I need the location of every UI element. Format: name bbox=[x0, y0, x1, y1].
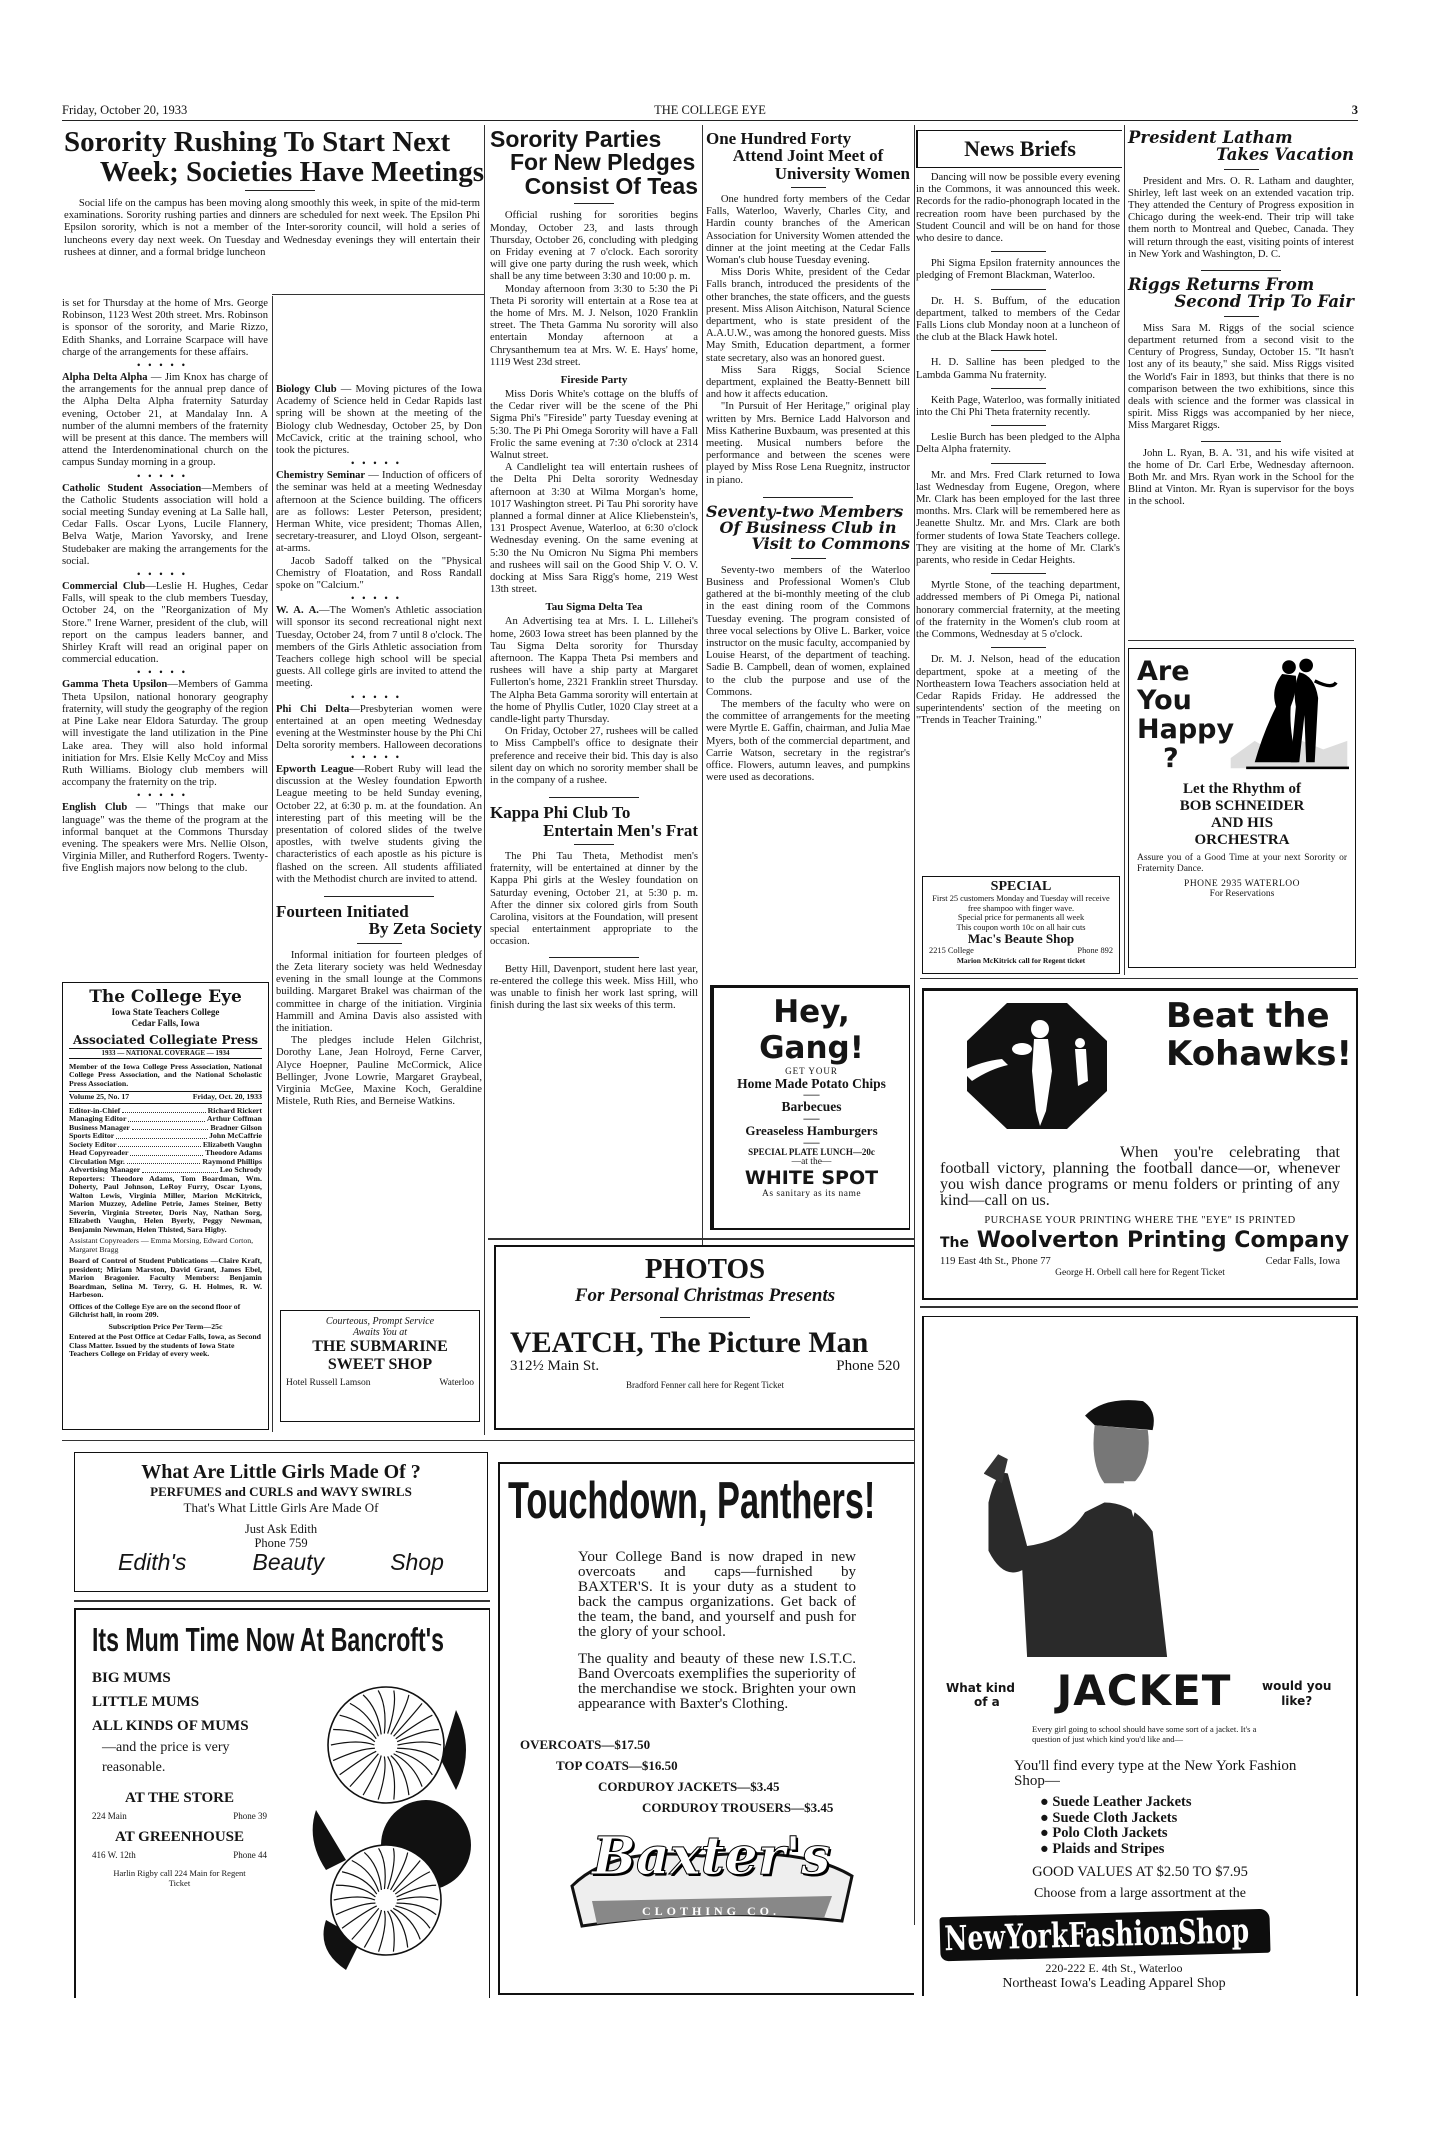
item-lead: Catholic Student Association bbox=[62, 482, 202, 494]
ad-item: BIG MUMS bbox=[92, 1670, 171, 1686]
ad-text: Every girl going to school should have some sort of a jacket. It's a question of just which kind you'd like and— bbox=[1032, 1724, 1257, 1744]
price-item: CORDUROY TROUSERS—$3.45 bbox=[642, 1800, 834, 1815]
ad-text: —at the— bbox=[791, 1157, 832, 1167]
assistant-copyreaders: Assistant Copyreaders — Emma Morsing, Edward Corton, Margaret Bragg bbox=[69, 1236, 254, 1254]
bancrofts-ad bbox=[74, 1608, 490, 1998]
ad-name: VEATCH, The Picture Man bbox=[510, 1326, 869, 1359]
jacket-type: Plaids and Stripes bbox=[1052, 1840, 1165, 1857]
staff-name: Raymond Phillips bbox=[202, 1156, 262, 1166]
ad-name: THE SUBMARINE bbox=[312, 1338, 448, 1355]
ad-headline-line: Kohawks! bbox=[1166, 1034, 1353, 1074]
ad-headline: Hey, Gang! bbox=[759, 994, 864, 1066]
kappa-headline bbox=[490, 804, 698, 839]
paragraph: The members of the faculty who were on the committee of arrangements for the meeting were Myrtle E. Gaffin, chairman, and Julia Mae Myers, both of the commercial department, and Carrie Watson, secretary in the registrar's office. Flowers, autumn leaves, and pumpkins were used as decorations. bbox=[706, 699, 910, 784]
item-lead: Commercial Club bbox=[62, 581, 146, 593]
ad-address: 224 Main bbox=[92, 1811, 127, 1821]
masthead-membership: Member of the Iowa College Press Association, National College Press Association, and the National Scholastic Press Association. bbox=[69, 1061, 262, 1088]
headline-line: Takes Vacation bbox=[1216, 144, 1354, 164]
headline-line: Second Trip To Fair bbox=[1174, 291, 1354, 311]
headline-line: Visit to Commons bbox=[751, 534, 910, 554]
news-brief-item: H. D. Salline has been pledged to the Lambda Gamma Nu fraternity. bbox=[916, 357, 1120, 381]
ad-phone: Phone 44 bbox=[233, 1850, 267, 1860]
divider bbox=[991, 289, 1046, 290]
ad-location: AT GREENHOUSE bbox=[114, 1829, 245, 1845]
postal-entry: Entered at the Post Office at Cedar Falls, Iowa, as Second Class Matter. Issued by the students of Iowa State Teachers College on Friday of every week. bbox=[69, 1332, 262, 1358]
staff-role: Editor-in-Chief bbox=[69, 1105, 121, 1115]
paragraph: Seventy-two members of the Waterloo Business and Professional Women's Club gathered at the bi-monthly meeting of the club in the east dining room of the Commons Tuesday evening. The program consisted of three vocal selections by Olive L. Barker, voice instructor on the music faculty, accompanied by Louise Hearst, of the department of teaching. Sadie B. Campbell, dean of women, explained to the club the purpose and use of the Commons. bbox=[706, 564, 910, 698]
ad-ticket-note: Bradford Fenner call here for Regent Ticket bbox=[626, 1380, 784, 1390]
riggs-headline bbox=[1128, 277, 1354, 311]
masthead-city: Cedar Falls, Iowa bbox=[131, 1018, 200, 1028]
ad-headline: PHOTOS bbox=[644, 1253, 766, 1285]
paragraph: President and Mrs. O. R. Latham and daughter, Shirley, left last week on an extended vacation trip. They attended the Century of Progress exposition in Chicago during the week-end. Their trip will take them north to Montreal and Quebec, Canada. They will return through the east, visiting points of interest in New York and Washington, D. C. bbox=[1128, 175, 1354, 260]
price-item: OVERCOATS—$17.50 bbox=[520, 1737, 651, 1752]
ad-name-prefix: The bbox=[940, 1235, 970, 1251]
jacket-list-item: ● Suede Leather Jackets bbox=[1040, 1794, 1192, 1810]
staff-role: Advertising Manager bbox=[69, 1165, 141, 1174]
ad-phone: PHONE 2935 WATERLOO bbox=[1184, 879, 1300, 889]
item-lead: Gamma Theta Upsilon bbox=[62, 679, 168, 691]
item-lead: Chemistry Seminar bbox=[276, 470, 366, 482]
logo-text: Baxter's bbox=[592, 1826, 831, 1887]
ad-text: Courteous, Prompt Service bbox=[325, 1316, 435, 1327]
item-lead: W. A. A. bbox=[276, 605, 319, 617]
paragraph: John L. Ryan, B. A. '31, and his wife visited at the home of Dr. Carl Erbe, Wednesday afternoon. Both Mr. and Mrs. Ryan work in the School for the Blind at Vinton. Mr. Ryan is supervisor for the boys in the school. bbox=[1128, 447, 1354, 508]
news-briefs-list bbox=[916, 172, 1120, 872]
volume-date: Friday, Oct. 20, 1933 bbox=[192, 1092, 262, 1101]
ad-item: Home Made Potato Chips bbox=[737, 1076, 886, 1091]
macs-beaute-shop-ad bbox=[922, 876, 1120, 974]
ad-phone: Phone 892 bbox=[1077, 946, 1113, 956]
staff-role: Head Copyreader bbox=[69, 1148, 129, 1157]
society-column-2: Biology Club — Moving pictures of the Iowa Academy of Science held in Cedar Rapids last spring will be shown at the meeting of the Biology club Wednesday, October 25, by Don McCavick, critic at the training school, who took the pictures. ••••• Chemistry Seminar — Induction of officers of the seminar was held at a meeting Wednesday afternoon at the Science building. The officers are as follows: Lester Peterson, president; Herman White, vice president; Thomas Allen, secretary-treasurer, and Lloyd Olson, sergeant-at-arms. Jacob Sadoff talked on the "Physical Chemistry of Floatation, and Ross Randall spoke on "Calcium." ••••• W. A. A.—The Women's Athletic association will sponsor its second recreational night next Tuesday, October 24, from 7 until 8 o'clock. The members of the Girls Athletic association from Teachers college high school will be special guests. All college girls are invited to attend the meeting. ••••• Phi Chi Delta—Presbyterian women were entertained at an open meeting Wednesday evening at the Westminster house by the Phi Chi Delta sorority members. Halloween decorations bbox=[276, 298, 482, 751]
offices-note: Offices of the College Eye are on the second floor of Gilchrist hall, in room 209. bbox=[69, 1301, 241, 1319]
headline-line: Of Business Club in bbox=[719, 518, 897, 538]
ad-tagline: As sanitary as its name bbox=[761, 1189, 862, 1199]
staff-role: Business Manager bbox=[69, 1122, 130, 1132]
item-text: —Leslie H. Hughes, Cedar Falls, will speak to the club members Tuesday, October 24, on the "Reorganization of My Store." Irene Warner, president of the club, will report on the campus leaders banner, and Shirley Kraft will read an original paper on commercial education. bbox=[62, 581, 268, 666]
item-chemistry-seminar bbox=[276, 470, 482, 555]
item-alpha-delta-alpha bbox=[62, 372, 268, 470]
paragraph: A Candlelight tea will entertain rushees of the Delta Phi Delta sorority Wednesday afternoon at 3:30 at Wilma Morgan's home, 1017 Washington street. Pi Tau Phi sorority have planned a formal dinner at Alice Kliebenstein's, 131 Prospect Avenue, Waterloo, at 6:30 o'clock Wednesday evening. On the same evening at 5:30 the Nu Omicron Nu Sigma Phi members and rushees will sail on the Good Ship V. O. V. docking at Miss Sara Rigg's home, 219 West 13th street. bbox=[490, 462, 698, 596]
item-text: — "Things that make our language" was the theme of the program at the informal banquet at the Commons Thursday evening. The speakers were Mrs. Nellie Olson, Virginia Miller, and Rutherford Rogers. Twenty-five English majors now belong to the club. bbox=[62, 802, 268, 875]
new-york-fashion-shop-ad bbox=[922, 1316, 1358, 1996]
bob-schneider-orchestra-ad bbox=[1128, 648, 1356, 968]
ad-text: Assure you of a Good Time at your next Sorority or Fraternity Dance. bbox=[1137, 853, 1347, 874]
society-column-2b: ••••• Epworth League—Robert Ruby will lead the discussion at the Wesley foundation Epworth League meeting to be held Sunday evening, October 22, at 6:30 p. m. at the foundation. An interesting part of this meeting will be the presentation of colored slides of the twelve apostles, with twelve students giving the characteristics of each apostle as his picture is flashed on the screen. All students affiliated with the Methodist church are invited to attend. Fourteen Initiated By Zeta Society Informal initiation for fourteen pledges of the Zeta literary society was held Wednesday evening in the small lounge at the Commons building. Margaret Brakel was chairman of the committee in charge of the initiation. Virginia Hammill and Amina Davis also assisted with the initiation. The pledges include Helen Gilchrist, Dorothy Lane, Jean Holroyd, Ferne Carver, Alyce Hoepner, Pauline McCormick, Alice Bellinger, Jvone Lowrie, Margaret Graybeal, Virginia McGee, Maxine Koch, Geraldine Mistele, Ruth Ries, and Berneise Watkins. bbox=[276, 752, 482, 1108]
new-york-fashion-shop-logo bbox=[939, 1909, 1270, 1962]
jacket-type: Suede Cloth Jackets bbox=[1052, 1809, 1178, 1826]
divider bbox=[991, 647, 1046, 648]
headline-line: Entertain Men's Frat bbox=[543, 820, 698, 840]
staff-name: Leo Schrody bbox=[219, 1165, 262, 1174]
band-name: AND HIS bbox=[1210, 815, 1274, 831]
jacket-type: Polo Cloth Jackets bbox=[1052, 1825, 1168, 1841]
zeta-headline bbox=[276, 903, 482, 938]
football-players-icon bbox=[962, 1001, 1112, 1131]
price-list bbox=[508, 1734, 906, 1818]
divider bbox=[991, 350, 1046, 351]
parties-article bbox=[490, 128, 698, 1233]
ad-text: Choose from a large assortment at the bbox=[1033, 1886, 1247, 1901]
ad-item: Greaseless Hamburgers bbox=[745, 1123, 878, 1138]
ad-name: Mac's Beaute Shop bbox=[967, 931, 1075, 947]
divider bbox=[991, 425, 1046, 426]
ad-text: —and the price is very reasonable. bbox=[102, 1740, 230, 1775]
paragraph: Jacob Sadoff talked on the "Physical Chemistry of Floatation, and Ross Randall spoke on "Calcium." bbox=[276, 555, 482, 592]
ediths-beauty-shop-ad bbox=[74, 1452, 488, 1592]
ad-headline: SPECIAL bbox=[990, 879, 1052, 894]
aauw-headline bbox=[706, 130, 910, 182]
jacket-list-item: ● Plaids and Stripes bbox=[1040, 1840, 1165, 1857]
item-text: — Jim Knox has charge of the arrangements for the annual prep dance of the Alpha Delta Alpha fraternity Saturday evening, October 21, at Mandalay Inn. A number of the alumni members of the fraternity will be present at this dance. The members will attend the Interdenominational church on the campus Sunday morning in a group. bbox=[62, 372, 268, 469]
paragraph: One hundred forty members of the Cedar Falls, Waterloo, Waverly, Charles City, and Hardin county branches of the American Association for University Women attended the dinner at the joint meeting at the Cedar Falls Woman's club house Tuesday evening. bbox=[706, 193, 910, 266]
jacket-list-item: ● Polo Cloth Jackets bbox=[1040, 1825, 1168, 1841]
ad-text: Just Ask Edith bbox=[244, 1522, 318, 1536]
headline-line: Seventy-two Members bbox=[706, 501, 904, 521]
ad-headline-line: ? bbox=[1163, 743, 1179, 774]
page-number: 3 bbox=[1351, 103, 1358, 117]
woolverton-printing-ad bbox=[922, 988, 1358, 1300]
ad-paragraph: Your College Band is now draped in new overcoats and caps—furnished by BAXTER'S. It is your duty as a student to back the campus organizations. Get back of the team, the band, and yourself and push for the glory of your school. bbox=[578, 1549, 856, 1640]
headline-line: For New Pledges bbox=[510, 149, 696, 176]
ad-headline-line: Beat the bbox=[1166, 996, 1330, 1036]
paragraph: Miss Sara M. Riggs of the social science department returned from a second visit to the Century of Progress, Sunday, October 15. "It hasn't lost any of its beauty," she said. Miss Riggs visited the World's Fair in 1893, but thinks that there is no comparison between the two exhibitions, since this deals with science and the former was classical in spirit. Miss Riggs was accompanied by her niece, Miss Margaret Riggs. bbox=[1128, 322, 1354, 432]
staff-role: Society Editor bbox=[69, 1139, 117, 1149]
news-brief-item: Phi Sigma Epsilon fraternity announces the pledging of Fremont Blackman, Waterloo. bbox=[916, 258, 1120, 282]
headline-line: Sorority Parties bbox=[490, 128, 662, 152]
masthead-school: Iowa State Teachers College bbox=[111, 1007, 220, 1017]
subhead: Tau Sigma Delta Tea bbox=[545, 601, 643, 614]
ad-subhead: For Personal Christmas Presents bbox=[574, 1285, 836, 1306]
subhead: Fireside Party bbox=[560, 374, 628, 386]
headline-line: By Zeta Society bbox=[368, 919, 482, 939]
acp-years: 1933 — NATIONAL COVERAGE — 1934 bbox=[69, 1048, 262, 1059]
white-spot-ad bbox=[710, 985, 910, 1230]
headline-line: Fourteen Initiated bbox=[276, 902, 409, 922]
ad-name: SWEET SHOP bbox=[327, 1356, 433, 1373]
item-lead: Alpha Delta Alpha bbox=[62, 372, 148, 384]
acp-logo: Associated Collegiate Press bbox=[72, 1033, 259, 1047]
headline-line: Attend Joint Meet of bbox=[732, 146, 884, 166]
ad-location: AT THE STORE bbox=[125, 1790, 234, 1806]
divider bbox=[991, 388, 1046, 389]
baxters-ad bbox=[498, 1462, 914, 1995]
item-text: — Induction of officers of the seminar was held at a meeting Wednesday afternoon at the Science building. The officers are as follows: Lester Peterson, president; Herman White, vice president; Thomas Allen, secretary-treasurer, and Lloyd Olson, sergeant-at-arms. bbox=[276, 470, 482, 555]
headline-line: Kappa Phi Club To bbox=[490, 803, 631, 823]
paper-name: THE COLLEGE EYE bbox=[654, 103, 766, 117]
ad-text: Special price for permanents all week bbox=[957, 913, 1085, 923]
item-phi-chi-delta bbox=[276, 704, 482, 751]
paragraph: An Advertising tea at Mrs. I. L. Lillehei's home, 2603 Iowa street has been planned by the Tau Sigma Delta sorority for Thursday afternoon. The Kappa Theta Psi members and rushees will have a ship party at Margaret Fullerton's home, 2321 Franklin street Thursday. The Alpha Beta Gamma sorority will entertain at the home of Phyllis Cutler, 1020 Clay street at a candle-light party Thursday. bbox=[490, 616, 698, 726]
item-text: —Members of the Catholic Students association will hold a social meeting Sunday evening at La Salle hall, Cedar Falls. Oscar Lyons, Lucile Flannery, Belva Watje, Marion Yavorsky, and Irene Studebaker are making the arrangements for the social. bbox=[62, 482, 268, 567]
ad-text: What kind bbox=[946, 1681, 1016, 1695]
staff-list bbox=[69, 1107, 262, 1175]
ad-address: 119 East 4th St., Phone 77 bbox=[940, 1256, 1051, 1267]
ad-headline-line: Are bbox=[1137, 656, 1190, 687]
page-header bbox=[62, 103, 1358, 121]
price-item: CORDUROY JACKETS—$3.45 bbox=[598, 1779, 780, 1794]
ad-address: 416 W. 12th bbox=[92, 1850, 136, 1860]
paragraph: "In Pursuit of Her Heritage," original play written by Mrs. Bernice Ladd Halvorson and Miss Katherine Buxbaum, was presented at this meeting. Musical numbers before the performance and between the scenes were played by Miss Rose Lena Ruegnitz, instructor in piano. bbox=[706, 401, 910, 486]
ad-headline-line: Happy bbox=[1137, 714, 1235, 745]
ad-name: Woolverton Printing Company bbox=[976, 1228, 1350, 1253]
staff-name: John McCaffrie bbox=[208, 1131, 262, 1140]
ad-text: PERFUMES and CURLS and WAVY SWIRLS bbox=[150, 1484, 412, 1499]
ad-coupon: This coupon worth 10c on all hair cuts bbox=[956, 922, 1086, 932]
ad-text: You'll find every type at the New York Fashion Shop— bbox=[1014, 1758, 1297, 1789]
headline-line: Consist Of Teas bbox=[524, 172, 698, 199]
divider bbox=[991, 251, 1046, 252]
item-text: —Presbyterian women were entertained at an open meeting Wednesday evening at the Westminster house by the Phi Chi Delta sorority members. Halloween decorations bbox=[276, 703, 482, 751]
staff-name: Richard Rickert bbox=[207, 1105, 262, 1115]
staff-role: Sports Editor bbox=[69, 1131, 115, 1140]
ad-text: would you bbox=[1262, 1679, 1332, 1693]
news-brief-item: Leslie Burch has been pledged to the Alpha Delta Alpha fraternity. bbox=[916, 432, 1120, 456]
latham-headline bbox=[1128, 130, 1354, 164]
chrysanthemum-icon bbox=[306, 1670, 476, 1980]
ad-text: For Reservations bbox=[1209, 889, 1275, 899]
ad-name: Beauty bbox=[252, 1549, 325, 1575]
item-lead: English Club bbox=[62, 802, 128, 814]
staff-role: Managing Editor bbox=[69, 1114, 127, 1123]
news-brief-item: Dr. H. S. Buffum, of the education department, talked to members of the Cedar Falls Lions club Monday noon at a luncheon of the club at the Black Hawk hotel. bbox=[916, 295, 1120, 344]
jacket-type-list bbox=[1040, 1795, 1191, 1857]
paragraph: Betty Hill, Davenport, student here last year, re-entered the college this week. Miss Hill, who was unable to finish her work last spring, will finish during the last six weeks of this term. bbox=[490, 963, 698, 1012]
paragraph: Miss Doris White, president of the Cedar Falls branch, introduced the presidents of the other branches, the state officers, and the guests present. Miss Alison Aitchison, Natural Science department, who is state president of the A.A.U.W., was among the honored guests. Miss May Smith, Education department, a former state secretary, also was an honored guest. bbox=[706, 267, 910, 364]
item-catholic bbox=[62, 483, 268, 568]
aauw-article bbox=[706, 130, 910, 980]
item-lead: Epworth League bbox=[276, 764, 354, 775]
news-brief-item: Keith Page, Waterloo, was formally initiated into the Chi Phi Theta fraternity recently. bbox=[916, 394, 1120, 419]
lead-headline bbox=[64, 128, 484, 187]
jacket-list-item: ● Suede Cloth Jackets bbox=[1040, 1809, 1178, 1826]
item-lead: Phi Chi Delta bbox=[276, 703, 350, 715]
ad-dash: — bbox=[803, 1110, 820, 1127]
jacket-type: Suede Leather Jackets bbox=[1052, 1794, 1192, 1810]
ad-address: 2215 College bbox=[929, 946, 974, 956]
ad-phone: Phone 759 bbox=[254, 1536, 308, 1550]
staff-name: Theodore Adams bbox=[205, 1148, 262, 1157]
ad-headline-line: You bbox=[1137, 685, 1192, 716]
band-name: ORCHESTRA bbox=[1194, 832, 1290, 848]
paragraph: is set for Thursday at the home of Mrs. George Robinson, 1123 West 20th street. Mrs. Robinson is sponsor of the sorority, and Marie Rizzo, Edith Shanks, and Lorraine Scarpace will have charge of the arrangements for these affairs. bbox=[62, 298, 268, 358]
ad-text: of a bbox=[974, 1695, 1000, 1709]
baxters-logo bbox=[552, 1826, 862, 1930]
logo-subtext: CLOTHING CO. bbox=[642, 1904, 781, 1918]
item-text: —The Women's Athletic association will sponsor its second recreational night next Tuesday, October 24, from 7 until 8 o'clock. The members of the Girls Athletic association from Teachers college high school will be special guests. All college girls are invited to attend the meeting. bbox=[276, 605, 482, 690]
ad-item: LITTLE MUMS bbox=[92, 1694, 200, 1710]
paragraph: The Phi Tau Theta, Methodist men's fraternity, will be entertained at dinner by the Kappa Phi girls at the Wesley foundation on Saturday evening, October 21, at 5:30 p. m. After the dinner six colored girls from South Carolina, visitors at the Foundation, will present special entertainment appropriate to the occasion. bbox=[490, 850, 698, 948]
ad-text: That's What Little Girls Are Made Of bbox=[183, 1500, 379, 1515]
item-epworth-league bbox=[276, 764, 482, 886]
submarine-ad bbox=[280, 1310, 480, 1422]
issue-date: Friday, October 20, 1933 bbox=[62, 103, 188, 117]
item-commercial bbox=[62, 581, 268, 666]
subscription-price: Subscription Price Per Term—25c bbox=[108, 1321, 223, 1331]
ad-headline: JACKET bbox=[1056, 1666, 1232, 1715]
headline-line: One Hundred Forty bbox=[706, 130, 852, 148]
item-biology-club bbox=[276, 384, 482, 457]
ad-address: 312½ Main St. bbox=[510, 1358, 600, 1374]
divider bbox=[991, 573, 1046, 574]
ad-name: Shop bbox=[390, 1549, 444, 1575]
ad-headline: Its Mum Time Now At Bancroft's bbox=[92, 1621, 445, 1658]
ad-text: GET YOUR bbox=[785, 1066, 838, 1076]
masthead-box bbox=[62, 982, 269, 1430]
lead-intro bbox=[64, 198, 480, 259]
ad-city: Cedar Falls, Iowa bbox=[1265, 1256, 1340, 1267]
ad-ticket-note: Harlin Rigby call 224 Main for Regent Ticket bbox=[113, 1868, 246, 1888]
paragraph: Informal initiation for fourteen pledges of the Zeta literary society was held Wednesday evening in the small lounge at the Commons building. Margaret Brakel was chairman of the committee in charge of the initiation. Virginia Hammill and Amina Davis also assisted with the initiation. bbox=[276, 949, 482, 1034]
board-of-control: Board of Control of Student Publications —Claire Kraft, president; Miriam Marston, David Grant, James Ebel, Marion Bragonier. Faculty Members: Benjamin Boardman, Selina M. Terry, G. H. Holmes, R. W. Harbeson. bbox=[69, 1256, 262, 1299]
ad-paragraph: The quality and beauty of these new I.S.T.C. Band Overcoats exemplifies the superiority of the merchandise we stock. Brighten your own appearance with Baxter's Clothing. bbox=[578, 1651, 856, 1712]
ad-headline: Touchdown, Panthers! bbox=[508, 1472, 876, 1530]
headline-line: University Women bbox=[774, 163, 910, 183]
item-english-club bbox=[62, 802, 268, 875]
ad-text: like? bbox=[1281, 1694, 1313, 1708]
society-column-1: is set for Thursday at the home of Mrs. George Robinson, 1123 West 20th street. Mrs. Robinson is sponsor of the sorority, and Marie Rizzo, Edith Shanks, and Lorraine Scarpace will have charge of the arrangements for these affairs. ••••• Alpha Delta Alpha — Jim Knox has charge of the arrangements for the annual prep dance of the Alpha Delta Alpha fraternity Saturday evening, October 21, at Mandalay Inn. A number of the alumni members of the fraternity will be present at this dance. The members will attend the Interdenominational church on the campus Sunday morning in a group. ••••• Catholic Student Association—Members of the Catholic Students association will hold a social meeting Sunday evening at La Salle hall, Cedar Falls. Oscar Lyons, Lucile Flannery, Belva Watje, Marion Yavorsky, and Irene Studebaker are making the arrangements for the social. ••••• Commercial Club—Leslie H. Hughes, Cedar Falls, will speak to the club members Tuesday, October 24, on the "Reorganization of My Store." Irene Warner, president of the club, will report on the campus leaders banner, and Shirley Kraft will read an original paper on commercial education. ••••• Gamma Theta Upsilon—Members of Gamma Theta Upsilon, national honorary geography fraternity, will study the geography of the region at Pine Lake near Eldora Saturday. The group will investigate the land utilization in the Pine Lake area. They will also hold informal initiation for Mrs. Elsie Kelly McCoy and Miss Ruth Williams. Biology club members will accompany the fraternity on the trip. ••••• English Club — "Things that make our language" was the theme of the program at the informal banquet at the Commons Thursday evening. The speakers were Mrs. Nellie Olson, Virginia Miller, and Rutherford Rogers. Twenty-five English majors now belong to the club. bbox=[62, 298, 268, 875]
price-item: TOP COATS—$16.50 bbox=[556, 1758, 678, 1773]
staff-name: Bradner Gilson bbox=[210, 1122, 262, 1132]
ad-phone: Phone 520 bbox=[836, 1358, 900, 1374]
veatch-photos-ad bbox=[494, 1245, 914, 1430]
latham-article bbox=[1128, 130, 1354, 509]
paragraph: Monday afternoon from 3:30 to 5:30 the Pi Theta Pi sorority will entertain at a Rose tea at the home of Mrs. M. J. Nelson, 1020 Franklin street. The Theta Gamma Nu sorority will also entertain Monday afternoon at a Chrysanthemum tea at Mrs. W. E. Hays' home, 1119 West 23d street. bbox=[490, 283, 698, 368]
paragraph: Official rushing for sororities begins Monday, October 23, and lasts through Thursday, October 26, concluding with pledging on Friday evening at 7 o'clock. Each sorority will give one party during the rush week, which shall be any time between 3:30 and 10:00 p. m. bbox=[490, 210, 698, 283]
ad-text: PURCHASE YOUR PRINTING WHERE THE "EYE" IS PRINTED bbox=[984, 1215, 1296, 1226]
masthead-title: The College Eye bbox=[89, 987, 242, 1007]
ad-paragraph: When you're celebrating that football victory, planning the football dance—or, whenever you wish dance programs or menu folders or printing of any kind—call on us. bbox=[940, 1144, 1340, 1209]
business-headline bbox=[706, 501, 910, 554]
item-text: —Members of Gamma Theta Upsilon, national honorary geography fraternity, will study the geography of the region at Pine Lake near Eldora Saturday. The group will investigate the land utilization in the Pine Lake area. They will also hold informal initiation for Mrs. Elsie Kelly McCoy and Miss Ruth Williams. Biology club members will accompany the fraternity on the trip. bbox=[62, 679, 268, 789]
paragraph: The pledges include Helen Gilchrist, Dorothy Lane, Jean Holroyd, Ferne Carver, Alyce Hoepner, Pauline McCormick, Alice Bellinger, Jvone Lowrie, Margaret Graybeal, Virginia McGee, Maxine Koch, Geraldine Mistele, Ruth Ries, and Berneise Watkins. bbox=[276, 1035, 482, 1108]
lead-headline-line2: Week; Societies Have Meetings bbox=[99, 155, 484, 188]
item-text: — Moving pictures of the Iowa Academy of Science held in Cedar Rapids last spring will be shown at the meeting of the Biology club Wednesday, October 25, by Don McCavick, critic at the training school, who took the pictures. bbox=[276, 384, 482, 457]
staff-name: Arthur Coffman bbox=[206, 1114, 262, 1123]
paragraph: Miss Sara Riggs, Social Science department, explained the Beatty-Bennett bill and how it affects education. bbox=[706, 364, 910, 401]
divider bbox=[991, 463, 1046, 464]
ad-text: SPECIAL PLATE LUNCH—20c bbox=[748, 1147, 875, 1157]
ad-item: Barbecues bbox=[781, 1099, 842, 1114]
staff-role: Circulation Mgr. bbox=[69, 1156, 125, 1166]
news-brief-item: Dr. M. J. Nelson, head of the education department, spoke at a meeting of the Northeastern Iowa Teachers association held at Cedar Rapids Friday. He addressed the superintendents' section of the meeting on "Trends in Teacher Training." bbox=[916, 654, 1120, 727]
lead-headline-line1: Sorority Rushing To Start Next bbox=[64, 126, 451, 158]
item-lead: Biology Club bbox=[276, 384, 337, 395]
ad-ticket-note: Marion McKitrick call for Regent ticket bbox=[956, 955, 1086, 965]
staff-name: Elizabeth Vaughn bbox=[202, 1139, 262, 1149]
news-briefs-title: News Briefs bbox=[916, 130, 1122, 168]
ad-price-range: GOOD VALUES AT $2.50 TO $7.95 bbox=[1032, 1864, 1248, 1880]
ad-phone: Phone 39 bbox=[233, 1811, 267, 1821]
news-brief-item: Mr. and Mrs. Fred Clark returned to Iowa last Wednesday from Eugene, Oregon, where Mr. Clark has been employed for the last three months. Mrs. Clark will be remembered here as Jeanette Shultz. Mr. and Mrs. Clark are both former students of Iowa State Teachers college. They are visiting at the home of Mr. Clark's parents, who reside in Cedar Heights. bbox=[916, 469, 1120, 567]
paragraph: Miss Doris White's cottage on the bluffs of the Cedar river will be the scene of the Phi Sigma Phi's "Fireside" party Tuesday evening at 5:30. The Pi Phi Omega Sorority will have a Fall Frolic the same evening at 7:30 o'clock at 2314 Walnut street. bbox=[490, 389, 698, 462]
ad-item: ALL KINDS OF MUMS bbox=[92, 1718, 249, 1734]
ad-address: Hotel Russell Lamson bbox=[286, 1378, 371, 1388]
ad-ticket-note: George H. Orbell call here for Regent Ticket bbox=[1055, 1268, 1225, 1278]
zeta-article bbox=[276, 943, 482, 1109]
band-name: BOB SCHNEIDER bbox=[1179, 798, 1305, 814]
ad-tagline: Northeast Iowa's Leading Apparel Shop bbox=[1002, 1976, 1226, 1991]
paragraph: On Friday, October 27, rushees will be called to Miss Campbell's office to designate their preference and receive their bid. This day is also silent day on which no sorority member shall be in the company of a rushee. bbox=[490, 726, 698, 787]
item-theta-upsilon bbox=[62, 679, 268, 789]
volume-number: Volume 25, No. 17 bbox=[69, 1092, 130, 1101]
item-text: —Robert Ruby will lead the discussion at the Wesley foundation Epworth League meeting to be held Sunday evening, October 22, at 6:30 p. m. at the foundation. An interesting part of this meeting will be the presentation of colored slides of the twelve apostles, with twelve students giving the characteristics of each apostle as his picture is flashed on the screen. All students affiliated with the Methodist church are invited to attend. bbox=[276, 764, 482, 885]
reporters-list: Reporters: Theodore Adams, Tom Boardman, Wm. Doherty, Paul Johnson, LeRoy Furry, Oscar Lyons, Walton Lewis, Virginia Miller, Marion McKitrick, Marion Muzzey, Adeline Petrie, James Steiner, Betty Severin, Virginia Streeter, Doris Nay, Nathan Sorg, Elizabeth Vaughn, Helen Byerly, Peggy Newman, Benjamin Newman, Helen Thisted, Sara Higby. bbox=[69, 1173, 262, 1234]
news-brief-item: Myrtle Stone, of the teaching department, addressed members of Pi Omega Pi, national honorary commercial fraternity, at the meeting of the fraternity in the Women's club room at the Commons, Wednesday at 5 o'clock. bbox=[916, 580, 1120, 641]
ad-text: Awaits You at bbox=[352, 1327, 408, 1338]
headline-line: President Latham bbox=[1128, 128, 1293, 147]
ad-address: 220-222 E. 4th St., Waterloo bbox=[1045, 1961, 1183, 1975]
ad-name: Edith's bbox=[118, 1549, 187, 1575]
woman-in-jacket-illustration-icon bbox=[984, 1377, 1244, 1657]
ad-name: WHITE SPOT bbox=[744, 1167, 879, 1189]
ad-headline: What Are Little Girls Made Of ? bbox=[141, 1461, 421, 1483]
headline-line: Riggs Returns From bbox=[1128, 275, 1315, 295]
news-brief-item: Dancing will now be possible every evening in the Commons, it was announced this week. Records for the radio-phonograph located in the recreation room have been purchased by the Student Council and will be on hand for those who desire to dance. bbox=[916, 172, 1120, 245]
item-waa bbox=[276, 605, 482, 690]
ad-text: First 25 customers Monday and Tuesday will receive free shampoo with finger wave. bbox=[932, 894, 1110, 913]
ad-dash: — bbox=[803, 1134, 820, 1151]
ad-text: Let the Rhythm of bbox=[1183, 781, 1301, 797]
ad-city: Waterloo bbox=[439, 1378, 474, 1388]
logo-text: NewYorkFashionShop bbox=[943, 1911, 1250, 1960]
ad-dash: — bbox=[803, 1086, 820, 1103]
intro-paragraph: Social life on the campus has been moving along smoothly this week, in spite of the mid-term examinations. Sorority rushing parties and dinners are scheduled for next week. The Epsilon Phi Epsilon sorority, which is not a member of the Inter-sorority council, will hold a series of luncheons every day next week. On Tuesday and Wednesday evenings they will entertain their rushees at dinner, and a formal bridge luncheon bbox=[64, 198, 480, 258]
parties-headline bbox=[490, 128, 698, 198]
